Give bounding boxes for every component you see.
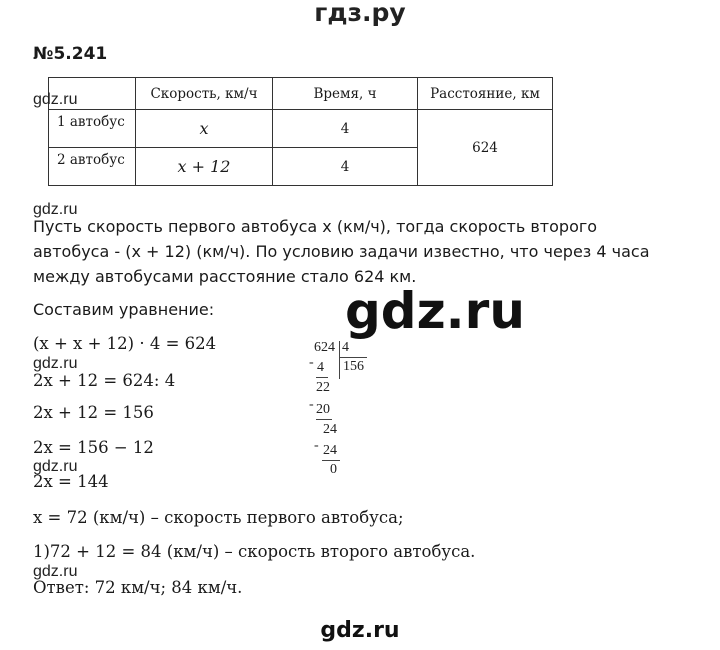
site-title[interactable]: гдз.ру [314, 0, 406, 27]
division-minus-sign: - [314, 438, 319, 453]
compose-label: Составим уравнение: [33, 300, 215, 319]
division-step: 22 [316, 380, 330, 395]
division-step: 20 [316, 402, 330, 417]
division-step-rule [322, 460, 340, 461]
division-step: 24 [323, 422, 337, 437]
table-header-cell: Время, ч [273, 78, 418, 110]
distance-cell: 624 [418, 110, 553, 186]
equation: (x + x + 12) · 4 = 624 [33, 334, 217, 353]
watermark-small: gdz.ru [33, 201, 78, 218]
answer: Ответ: 72 км/ч; 84 км/ч. [33, 578, 243, 597]
problem-number: №5.241 [33, 44, 108, 64]
time-cell: 4 [273, 148, 418, 186]
watermark-small: gdz.ru [33, 91, 78, 108]
division-minus-sign: - [309, 355, 314, 370]
watermark-small: gdz.ru [33, 355, 78, 372]
row-label: 1 автобус [49, 110, 136, 148]
division-vertical-rule [339, 341, 340, 379]
speed-cell: x + 12 [136, 148, 273, 186]
division-minus-sign: - [309, 397, 314, 412]
equation: 2x = 156 − 12 [33, 438, 154, 457]
division-divisor: 4 [342, 340, 349, 355]
division-quotient: 156 [343, 359, 364, 374]
time-cell: 4 [273, 110, 418, 148]
division-step-rule [316, 419, 332, 420]
equation: 1)72 + 12 = 84 (км/ч) – скорость второго автобуса. [33, 542, 476, 561]
text-line: автобуса - (x + 12) (км/ч). По условию задачи известно, что через 4 часа [33, 242, 650, 261]
watermark-small: gdz.ru [33, 563, 78, 580]
equation: 2x = 144 [33, 472, 109, 491]
table-header-cell: Расстояние, км [418, 78, 553, 110]
watermark-small: gdz.ru [33, 458, 78, 475]
table-row [49, 110, 553, 148]
equation: x = 72 (км/ч) – скорость первого автобуса; [33, 508, 404, 527]
speed-cell: x [136, 110, 273, 148]
watermark-large: gdz.ru [345, 282, 525, 340]
division-dividend: 624 [314, 340, 335, 355]
division-step-rule [316, 377, 328, 378]
text-line: между автобусами расстояние стало 624 км. [33, 267, 417, 286]
table-header-cell: Скорость, км/ч [136, 78, 273, 110]
table-header-row [49, 78, 553, 110]
division-step: 24 [323, 443, 337, 458]
text-line: Пусть скорость первого автобуса x (км/ч), тогда скорость второго [33, 217, 598, 236]
division-step: 4 [317, 360, 324, 375]
row-label: 2 автобус [49, 148, 136, 186]
equation: 2x + 12 = 624: 4 [33, 371, 176, 390]
division-horizontal-rule [340, 357, 367, 358]
equation: 2x + 12 = 156 [33, 403, 154, 422]
footer-watermark[interactable]: gdz.ru [320, 618, 400, 643]
data-table [48, 77, 553, 186]
division-step: 0 [330, 462, 337, 477]
